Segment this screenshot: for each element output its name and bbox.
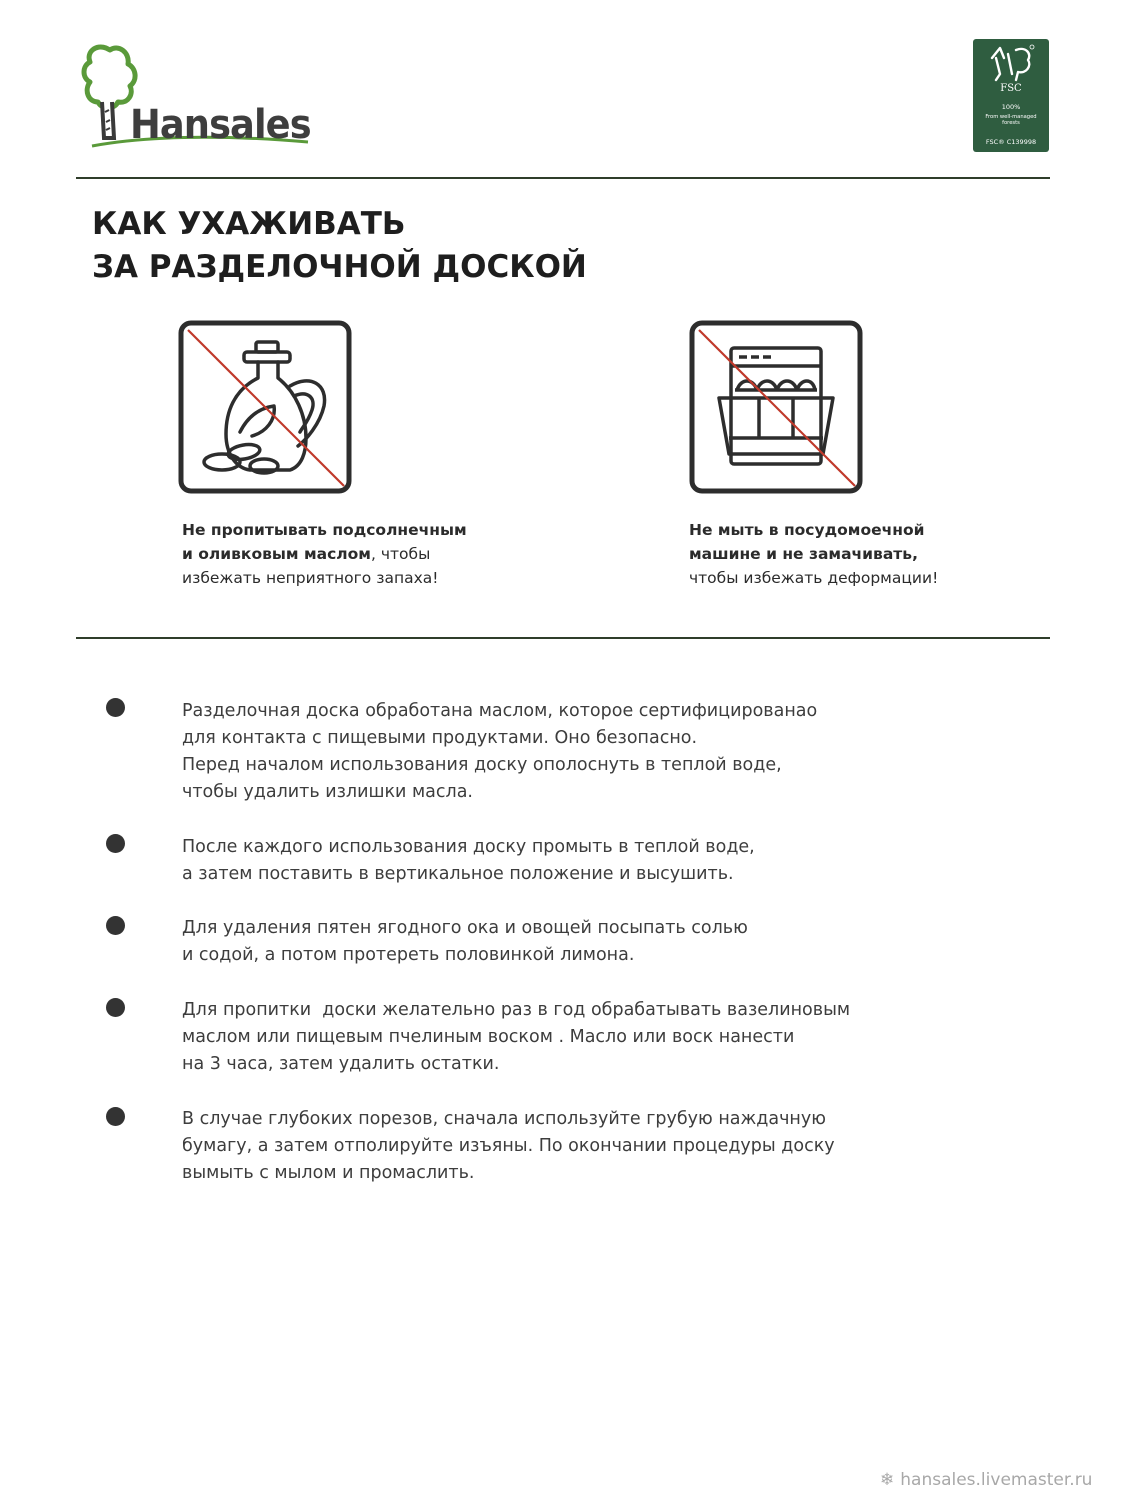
warning-dishwasher-line-2-bold: машине и не замачивать, — [689, 545, 918, 563]
instruction-line: а затем поставить в вертикальное положение и высушить. — [182, 864, 734, 884]
instruction-line: чтобы удалить излишки масла. — [182, 782, 473, 802]
instruction-line: вымыть с мылом и промаслить. — [182, 1163, 475, 1183]
warning-oil-line-3: избежать неприятного запаха! — [182, 569, 439, 587]
title-line-2: ЗА РАЗДЕЛОЧНОЙ ДОСКОЙ — [92, 249, 587, 285]
warning-dishwasher-line-1: Не мыть в посудомоечной — [689, 521, 925, 539]
instruction-4 — [182, 997, 850, 1078]
instruction-line: для контакта с пищевыми продуктами. Оно безопасно. — [182, 728, 698, 748]
instruction-1 — [182, 698, 817, 806]
instruction-line: Перед началом использования доску ополоснуть в теплой воде, — [182, 755, 782, 775]
instruction-line: Для пропитки доски желательно раз в год обрабатывать вазелиновым — [182, 1000, 851, 1020]
instruction-line: на 3 часа, затем удалить остатки. — [182, 1054, 500, 1074]
warning-oil-line-2-bold: и оливковым маслом — [182, 545, 371, 563]
title-line-1: КАК УХАЖИВАТЬ — [92, 206, 406, 242]
oil-bottle-crossed-icon — [178, 320, 352, 494]
dishwasher-crossed-icon — [689, 320, 863, 494]
bullet-1 — [106, 698, 125, 717]
watermark — [880, 1470, 1092, 1490]
instruction-5 — [182, 1106, 835, 1187]
instruction-line: маслом или пищевым пчелиным воском . Масло или воск нанести — [182, 1027, 795, 1047]
top-divider — [76, 177, 1050, 179]
fsc-code: FSC® C139998 — [985, 138, 1037, 146]
instruction-line: Для удаления пятен ягодного ока и овощей посыпать солью — [182, 918, 748, 938]
bullet-4 — [106, 998, 125, 1017]
hansales-logo — [78, 40, 318, 155]
fsc-tree-icon — [986, 44, 1036, 84]
watermark-text: hansales.livemaster.ru — [900, 1470, 1093, 1490]
fsc-subtitle: From well-managed forests — [985, 114, 1037, 127]
instruction-3 — [182, 915, 748, 969]
warning-text-dishwasher — [689, 518, 938, 590]
warning-oil-line-2-rest: , чтобы — [370, 545, 431, 563]
instruction-2 — [182, 834, 755, 888]
fsc-badge — [973, 39, 1049, 152]
fsc-percent: 100% — [1001, 103, 1021, 111]
instruction-line: Разделочная доска обработана маслом, которое сертифицированао — [182, 701, 818, 721]
bullet-2 — [106, 834, 125, 853]
middle-divider — [76, 637, 1050, 639]
fsc-name: FSC — [1000, 83, 1022, 94]
bullet-3 — [106, 916, 125, 935]
instruction-line: и содой, а потом протереть половинкой лимона. — [182, 945, 635, 965]
warning-dishwasher-line-3: чтобы избежать деформации! — [689, 569, 939, 587]
instruction-line: В случае глубоких порезов, сначала используйте грубую наждачную — [182, 1109, 826, 1129]
snowflake-icon: ❄ — [880, 1470, 895, 1490]
warning-text-oil — [182, 518, 467, 590]
logo-text: Hansales — [130, 102, 311, 148]
instruction-line: бумагу, а затем отполируйте изъяны. По окончании процедуры доску — [182, 1136, 835, 1156]
warning-oil-line-1: Не пропитывать подсолнечным — [182, 521, 467, 539]
instruction-line: После каждого использования доску промыть в теплой воде, — [182, 837, 755, 857]
page-title — [92, 203, 587, 289]
bullet-5 — [106, 1107, 125, 1126]
